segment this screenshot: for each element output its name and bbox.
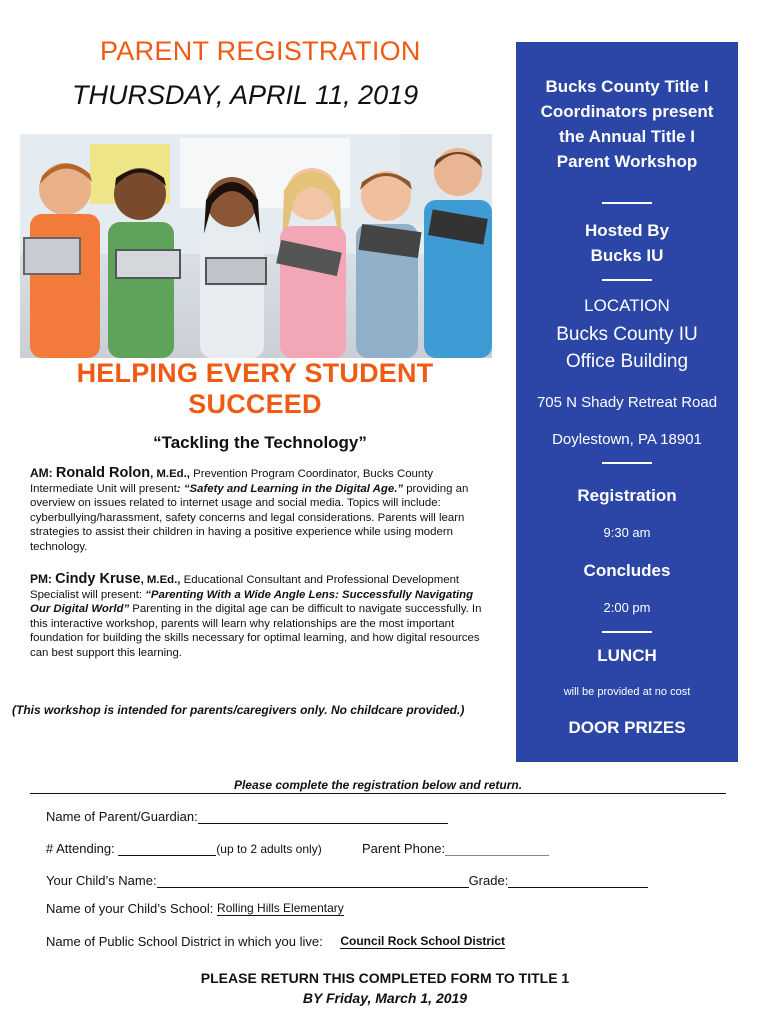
pm-intro-text: Educational Consultant and Professional Development Specialist will present: <box>30 574 460 601</box>
event-info-panel <box>516 42 738 762</box>
parent-name-row <box>46 808 448 824</box>
district-label: Name of Public School District in which you live: <box>46 934 323 949</box>
pm-credential: , M.Ed., <box>140 574 181 586</box>
divider <box>602 279 652 281</box>
pm-body-text: Parenting in the digital age can be difficult to navigate successfully. In this interactive workshop, parents will learn why relationships are the most important foundation for building the skills necessary for optimal learning, and how digital resources can best support this learning. <box>30 603 482 659</box>
lunch-label: LUNCH <box>597 646 657 665</box>
school-label: Name of your Child’s School: <box>46 901 214 916</box>
headline-line-2: SUCCEED <box>188 389 322 419</box>
am-presenter-name: Ronald Rolon <box>55 465 151 481</box>
concludes-label: Concludes <box>583 561 671 580</box>
child-name-field[interactable] <box>157 872 469 888</box>
attending-field[interactable] <box>118 840 216 856</box>
form-top-rule <box>30 793 726 794</box>
divider <box>602 202 652 204</box>
pm-label: PM: <box>30 572 52 586</box>
attending-note: (up to 2 adults only) <box>216 842 322 856</box>
phone-label: Parent Phone: <box>362 841 446 856</box>
am-body-text: providing an overview on issues related to internet usage and social media. Topics will include: cyberbullying/harassment, safety concerns and legal considerations. Parents will learn strategies to assist their children in having a positive experience while using modern technology. <box>30 482 469 553</box>
concludes-time: 2:00 pm <box>603 600 651 615</box>
district-field[interactable]: Council Rock School District <box>340 934 506 948</box>
am-credential: , M.Ed., <box>150 468 190 480</box>
pm-session-title: “Parenting With a Wide Angle Lens: Successfully Navigating Our Digital World” <box>30 588 474 616</box>
pm-session-description <box>30 572 492 661</box>
attending-label: # Attending: <box>46 841 115 856</box>
parent-name-label: Name of Parent/Guardian: <box>46 809 198 824</box>
event-date: THURSDAY, APRIL 11, 2019 <box>72 80 419 110</box>
return-instruction: PLEASE RETURN THIS COMPLETED FORM TO TITLE 1 <box>200 970 570 986</box>
phone-field[interactable] <box>445 840 549 856</box>
page-title: PARENT REGISTRATION <box>100 36 421 66</box>
location-label: LOCATION <box>584 296 670 315</box>
attending-row <box>46 840 322 856</box>
district-row <box>46 934 505 949</box>
form-instructions: Please complete the registration below and return. <box>233 778 523 792</box>
registration-label: Registration <box>577 486 677 505</box>
divider <box>602 631 652 633</box>
school-field[interactable]: Rolling Hills Elementary <box>217 901 344 915</box>
divider <box>602 462 652 464</box>
panel-intro-line-4: Parent Workshop <box>556 152 698 171</box>
grade-field[interactable] <box>508 872 648 888</box>
panel-intro-line-3: the Annual Title I <box>558 127 695 146</box>
am-session-title: “Safety and Learning in the Digital Age.” <box>183 482 404 495</box>
headline-line-1: HELPING EVERY STUDENT <box>76 358 434 388</box>
lunch-note: will be provided at no cost <box>563 686 691 698</box>
grade-label: Grade: <box>468 873 509 888</box>
registration-time: 9:30 am <box>603 525 651 540</box>
parent-name-field[interactable] <box>198 808 448 824</box>
am-session-description <box>30 466 492 555</box>
host-name: Bucks IU <box>590 246 664 265</box>
workshop-subtitle: “Tackling the Technology” <box>153 433 367 452</box>
child-name-row <box>46 872 648 888</box>
location-name-line-2: Office Building <box>565 351 689 372</box>
headline <box>60 358 450 420</box>
return-deadline: BY Friday, March 1, 2019 <box>302 990 468 1006</box>
panel-intro-line-2: Coordinators present <box>540 102 714 121</box>
pm-presenter-name: Cindy Kruse <box>55 571 141 587</box>
phone-row <box>362 840 549 856</box>
child-name-label: Your Child’s Name: <box>46 873 157 888</box>
panel-intro-line-1: Bucks County Title I <box>545 77 709 96</box>
am-colon: : <box>176 482 184 495</box>
am-intro-text: Prevention Program Coordinator, Bucks County Intermediate Unit will present <box>30 468 434 495</box>
address-line-1: 705 N Shady Retreat Road <box>536 394 718 411</box>
childcare-note: (This workshop is intended for parents/caregivers only. No childcare provided.) <box>12 703 465 717</box>
photo-illustration <box>20 134 492 358</box>
am-label: AM: <box>30 466 53 480</box>
school-row <box>46 901 344 916</box>
location-name-line-1: Bucks County IU <box>556 324 698 345</box>
children-with-tablets-photo <box>20 134 492 358</box>
address-line-2: Doylestown, PA 18901 <box>552 431 702 448</box>
door-prizes: DOOR PRIZES <box>568 718 686 737</box>
hosted-by-label: Hosted By <box>584 221 670 240</box>
